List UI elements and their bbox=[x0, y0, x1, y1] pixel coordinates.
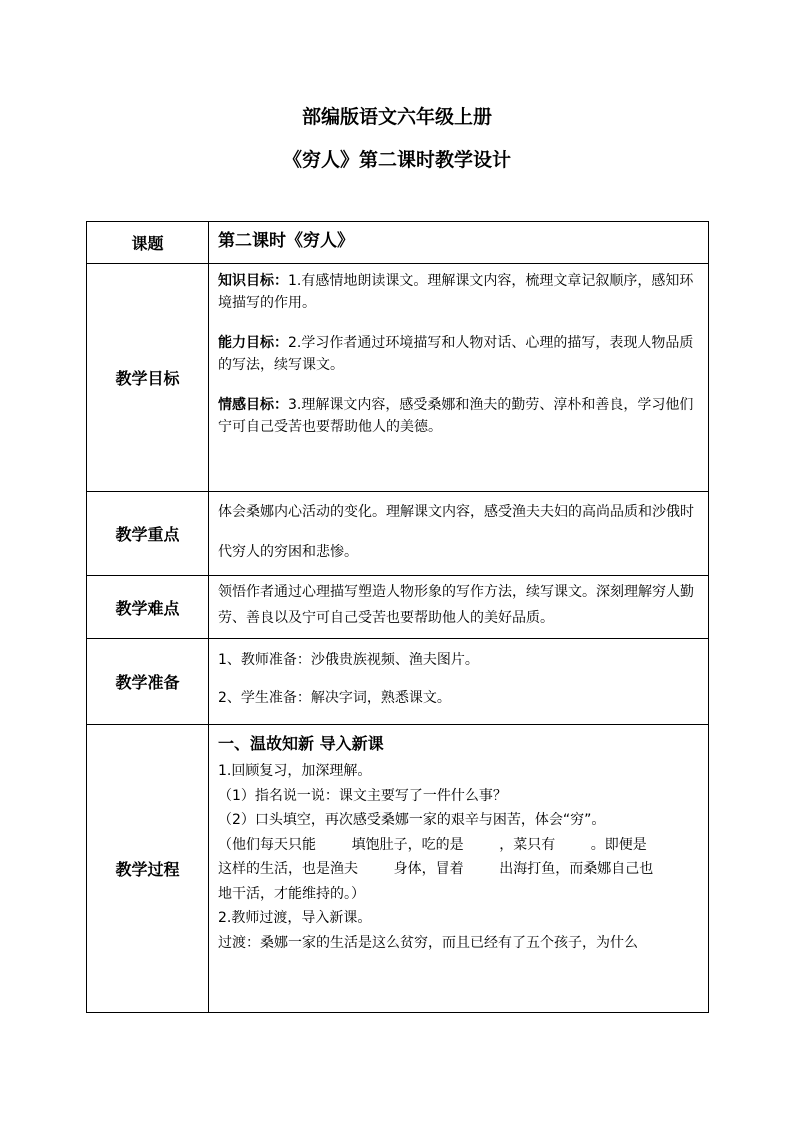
process-line: 地干活，才能维持的。） bbox=[218, 885, 365, 902]
process-line: （他们每天只能 填饱肚子，吃的是 ，菜只有 。即便是 bbox=[218, 836, 647, 853]
document-title: 部编版语文六年级上册 bbox=[301, 106, 492, 128]
row-difficulty bbox=[87, 576, 709, 639]
process-line: （1）指名说一说：课文主要写了一件什么事？ bbox=[218, 787, 507, 804]
document-subtitle: 《穷人》第二课时教学设计 bbox=[282, 149, 511, 171]
preparation-label: 教学准备 bbox=[87, 639, 209, 725]
process-line: 2.教师过渡，导入新课。 bbox=[218, 910, 372, 926]
row-goals bbox=[87, 264, 709, 492]
knowledge-goal: 知识目标：1.有感情地朗读课文。理解课文内容，梳理文章记叙顺序，感知环境描写的作用。 bbox=[218, 273, 694, 311]
topic-value: 第二课时《穷人》 bbox=[218, 231, 354, 251]
row-key-points bbox=[87, 492, 709, 576]
row-process bbox=[87, 725, 709, 1013]
row-topic bbox=[87, 222, 709, 264]
difficulty-label: 教学难点 bbox=[87, 576, 209, 639]
process-label: 教学过程 bbox=[87, 725, 209, 1013]
key-points-label: 教学重点 bbox=[87, 492, 209, 576]
prep-item-1: 1、教师准备：沙俄贵族视频、渔夫图片。 bbox=[218, 652, 479, 668]
process-line: 这样的生活，也是渔夫 身体，冒着 出海打鱼，而桑娜自己也 bbox=[218, 861, 654, 877]
goals-label: 教学目标 bbox=[87, 264, 209, 492]
ability-goal: 能力目标：2.学习作者通过环境描写和人物对话、心理的描写，表现人物品质的写法，续写课文。 bbox=[218, 335, 694, 373]
process-line: 过渡：桑娜一家的生活是这么贫穷，而且已经有了五个孩子，为什么 bbox=[218, 934, 638, 951]
lesson-plan-table bbox=[86, 221, 709, 1013]
difficulty-text: 领悟作者通过心理描写塑造人物形象的写作方法，续写课文。深刻理解穷人勤劳、善良以及宁可自己受苦也要帮助他人的美好品质。 bbox=[209, 576, 709, 639]
process-heading: 一、温故知新 导入新课 bbox=[218, 734, 384, 753]
prep-item-2: 2、学生准备：解决字词，熟悉课文。 bbox=[218, 690, 451, 706]
row-preparation bbox=[87, 639, 709, 725]
goals-content bbox=[209, 264, 709, 492]
process-line: 1.回顾复习，加深理解。 bbox=[218, 763, 372, 779]
topic-label: 课题 bbox=[87, 222, 209, 264]
process-line: （2）口头填空，再次感受桑娜一家的艰辛与困苦，体会“穷”。 bbox=[218, 812, 606, 828]
key-points-text: 体会桑娜内心活动的变化。理解课文内容，感受渔夫夫妇的高尚品质和沙俄时代穷人的穷困和悲惨。 bbox=[209, 492, 709, 576]
emotion-goal: 情感目标：3.理解课文内容，感受桑娜和渔夫的勤劳、淳朴和善良，学习他们宁可自己受苦也要帮助他人的美德。 bbox=[218, 397, 694, 435]
